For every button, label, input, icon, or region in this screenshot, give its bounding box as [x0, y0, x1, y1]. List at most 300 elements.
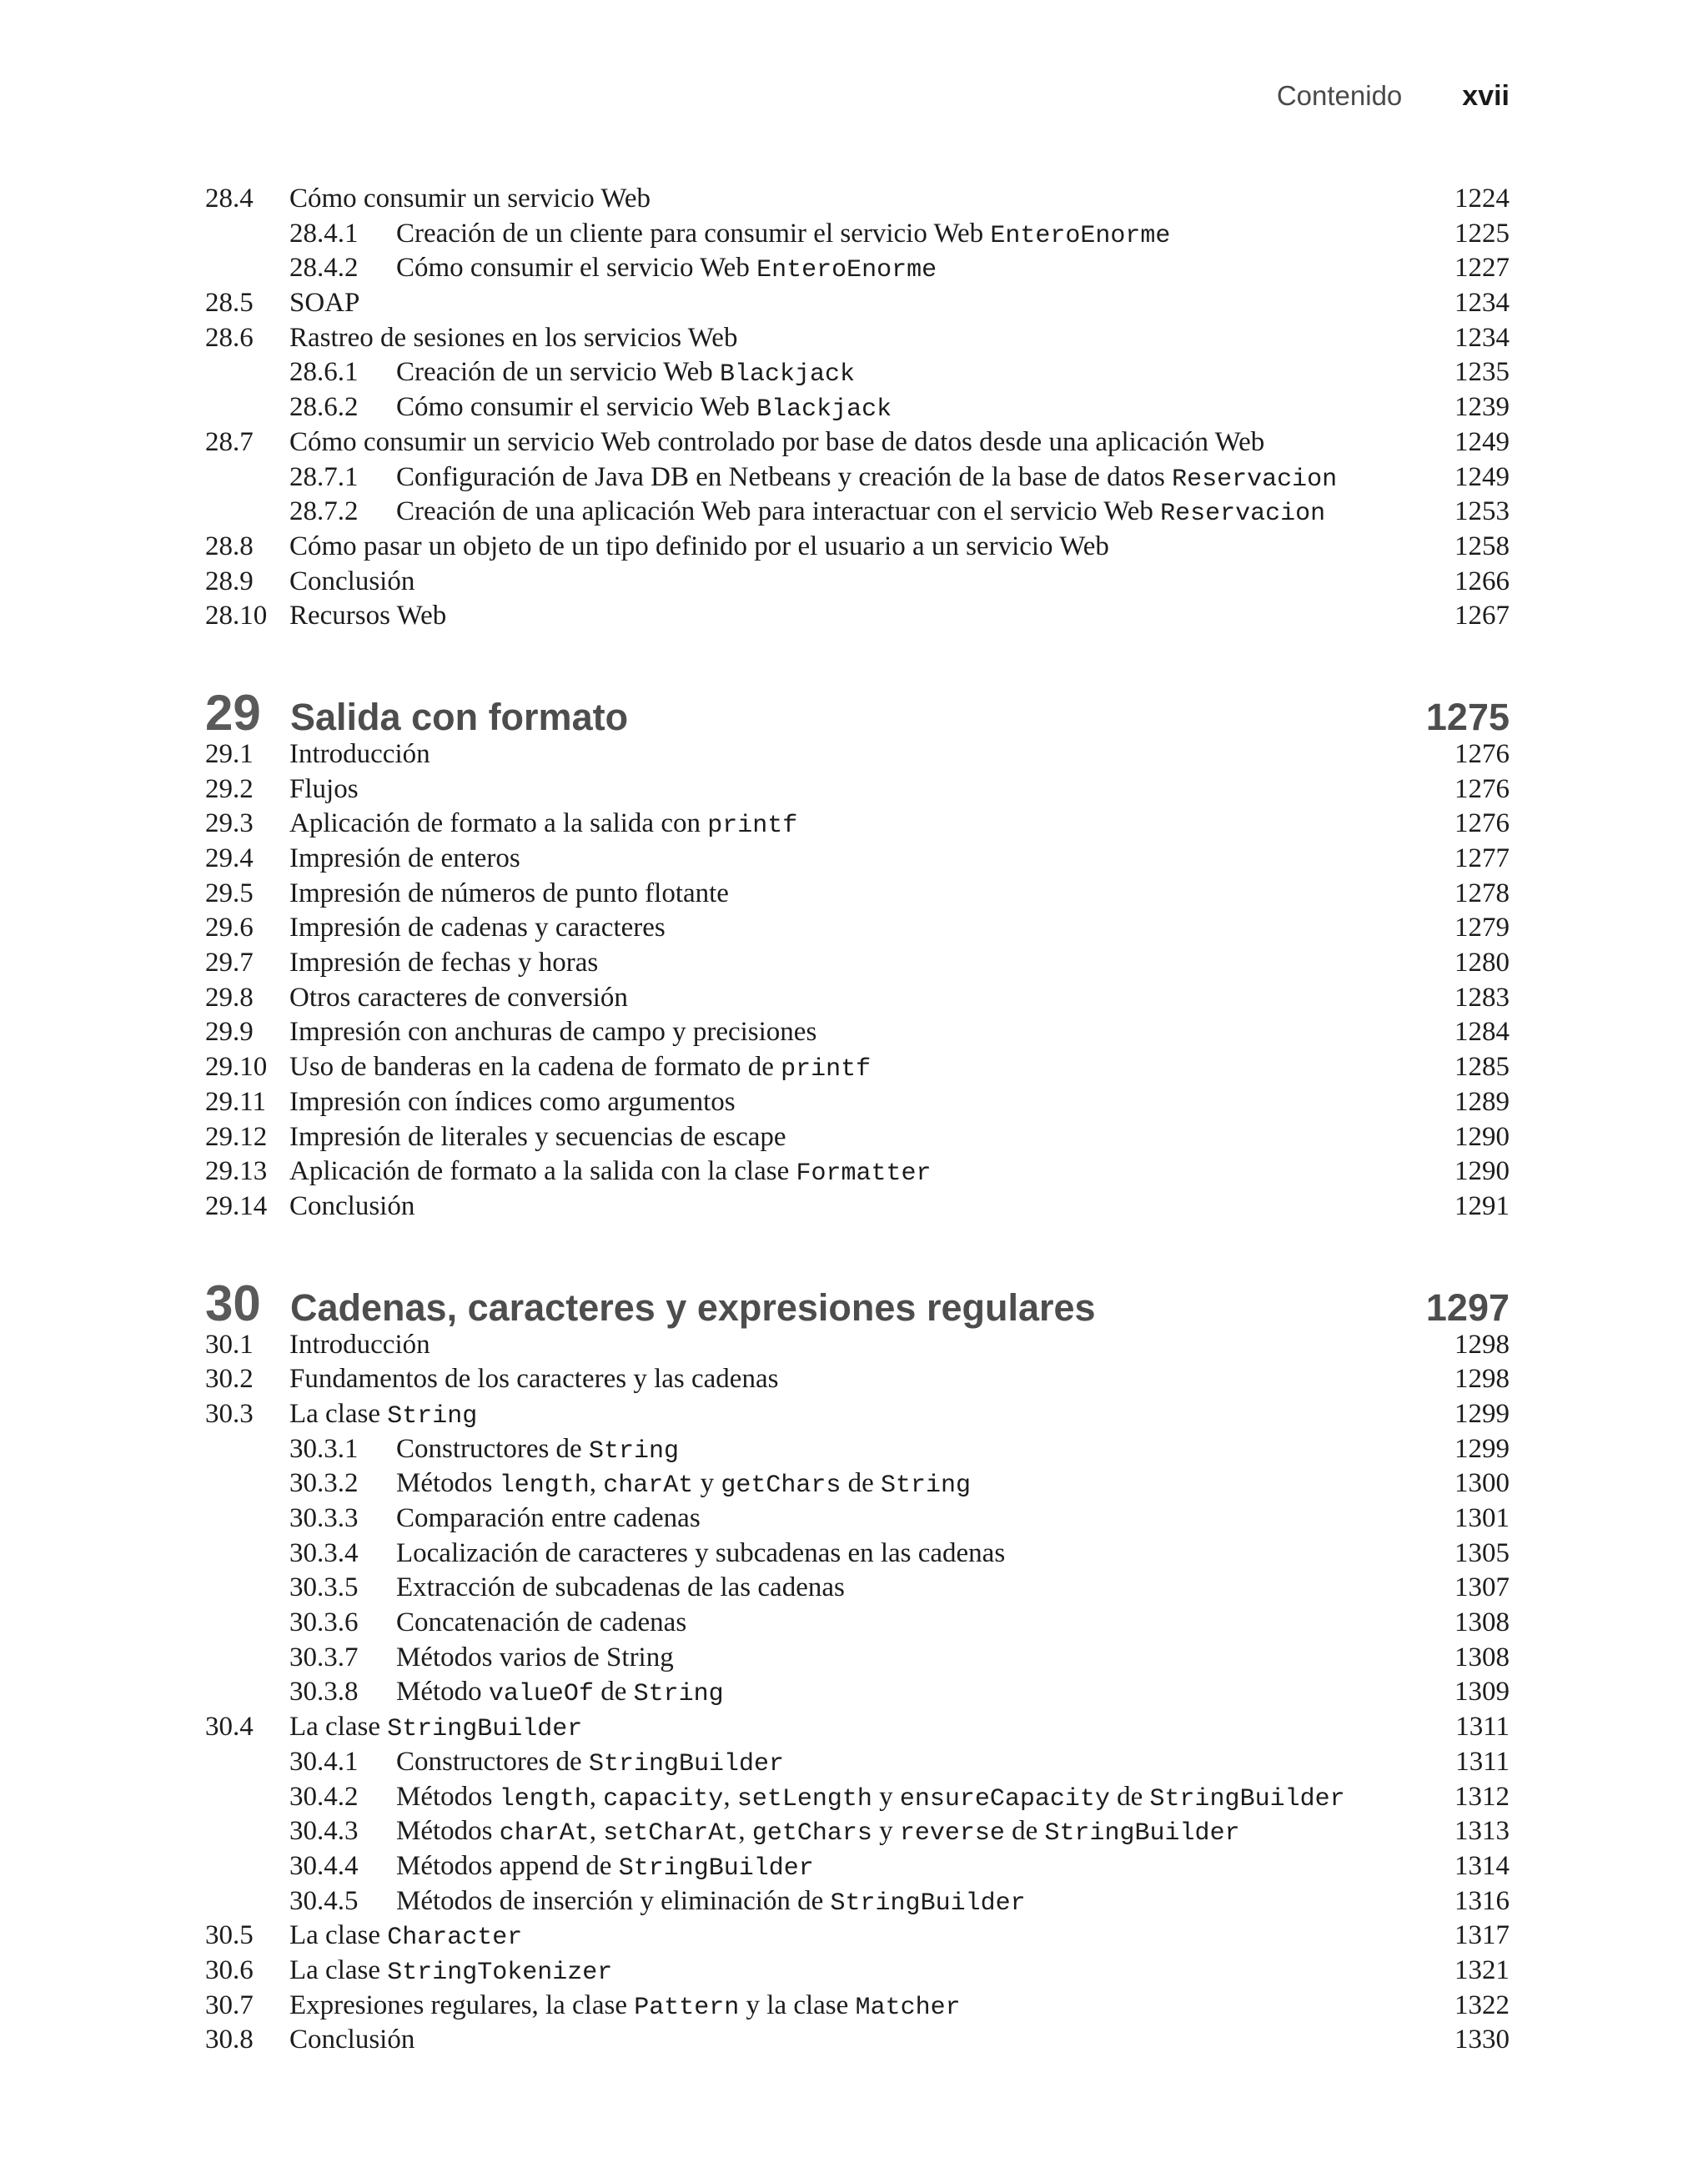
code-term: reverse [899, 1819, 1005, 1849]
toc-subentry[interactable] [205, 1607, 1510, 1642]
toc-entry[interactable] [205, 1087, 1510, 1122]
toc-subentry[interactable] [205, 219, 1510, 254]
entry-page-number: 1308 [1454, 1642, 1510, 1672]
entry-number: 29.12 [205, 1121, 268, 1152]
entry-page-number: 1291 [1454, 1190, 1510, 1221]
entry-page-number: 1249 [1454, 426, 1510, 457]
toc-entry[interactable] [205, 1399, 1510, 1434]
entry-text-part: Constructores de [396, 1433, 589, 1464]
entry-page-number: 1227 [1454, 253, 1510, 284]
entry-title [289, 878, 1454, 909]
entry-page-number: 1317 [1454, 1920, 1510, 1951]
entry-text-part: Cómo consumir el servicio Web [396, 253, 757, 284]
entry-text-part: y [872, 1816, 900, 1847]
entry-title [289, 1955, 1454, 1987]
chapter-heading[interactable] [205, 684, 1510, 739]
entry-text-part: Recursos Web [289, 601, 447, 631]
code-term: getChars [751, 1819, 872, 1849]
entry-page-number: 1278 [1454, 878, 1510, 908]
entry-number: 30.8 [205, 2025, 254, 2055]
entry-page-number: 1308 [1454, 1607, 1510, 1638]
entry-text-part: Cómo consumir un servicio Web controlado por base de datos desde una aplicación Web [289, 426, 1265, 457]
entry-page-number: 1309 [1454, 1677, 1510, 1708]
entry-text-part: SOAP [289, 288, 360, 319]
entry-page-number: 1235 [1454, 357, 1510, 388]
toc-subentry[interactable] [205, 1642, 1510, 1678]
entry-number: 29.1 [205, 738, 254, 769]
toc-subentry[interactable] [205, 1503, 1510, 1538]
entry-title [396, 1886, 1454, 1918]
code-term: String [633, 1680, 724, 1709]
entry-title [396, 357, 1454, 389]
entry-page-number: 1234 [1454, 322, 1510, 353]
entry-number: 30.7 [205, 1989, 254, 2020]
toc-entry[interactable] [205, 323, 1510, 358]
entry-text-part: Fundamentos de los caracteres y las cadenas [289, 1364, 779, 1395]
code-term: ensureCapacity [899, 1784, 1110, 1813]
entry-text-part: , [723, 1781, 737, 1812]
entry-number: 30.3.8 [289, 1677, 359, 1708]
entry-title [289, 184, 1454, 214]
entry-number: 30.1 [205, 1329, 254, 1360]
chapter-section [205, 1275, 1510, 2060]
entry-text-part: Uso de banderas en la cadena de formato de [289, 1052, 781, 1083]
entry-text-part: Métodos [396, 1816, 500, 1847]
toc-entry[interactable] [205, 1017, 1510, 1052]
entry-number: 29.5 [205, 878, 254, 908]
entry-title [396, 1468, 1454, 1500]
entry-text-part: La clase [289, 1954, 388, 1985]
entry-text-part: Conclusión [289, 1190, 415, 1221]
entry-text-part: Introducción [289, 738, 430, 769]
entry-page-number: 1314 [1454, 1850, 1510, 1881]
entry-text-part: Aplicación de formato a la salida con [289, 808, 708, 839]
entry-number: 29.8 [205, 982, 254, 1013]
toc-entry[interactable] [205, 1052, 1510, 1087]
entry-number: 29.9 [205, 1017, 254, 1048]
code-term: Blackjack [720, 360, 856, 390]
entry-page-number: 1253 [1454, 496, 1510, 527]
code-term: String [588, 1436, 679, 1466]
code-term: printf [781, 1055, 872, 1084]
entry-text-part: y [693, 1468, 721, 1499]
entry-page-number: 1330 [1454, 2025, 1510, 2055]
toc-entry[interactable] [205, 913, 1510, 948]
toc-entry[interactable] [205, 983, 1510, 1018]
entry-title [289, 1052, 1454, 1084]
entry-number: 30.4.3 [289, 1816, 359, 1847]
entry-text-part: Aplicación de formato a la salida con la clase [289, 1156, 796, 1187]
entry-number: 29.7 [205, 948, 254, 978]
entry-title [396, 1538, 1454, 1569]
entry-title [396, 219, 1454, 250]
code-term: getChars [721, 1471, 841, 1501]
entry-text-part: La clase [289, 1920, 388, 1951]
entry-number: 30.4.5 [289, 1885, 359, 1916]
entry-title [289, 843, 1454, 874]
toc-entry[interactable] [205, 184, 1510, 219]
entry-page-number: 1279 [1454, 913, 1510, 943]
chapter-page-number: 1275 [1425, 695, 1510, 738]
entry-text-part: Métodos [396, 1468, 500, 1499]
entry-text-part: Flujos [289, 773, 359, 804]
entry-number: 30.3.4 [289, 1537, 359, 1568]
toc-entry[interactable] [205, 878, 1510, 913]
toc-subentry[interactable] [205, 1468, 1510, 1503]
chapter-section [205, 684, 1510, 1226]
entry-text-part: Cómo consumir el servicio Web [396, 392, 757, 423]
entry-text-part: , [589, 1468, 604, 1499]
entry-page-number: 1225 [1454, 218, 1510, 249]
entry-page-number: 1300 [1454, 1468, 1510, 1499]
entry-title [289, 739, 1454, 770]
toc-subentry[interactable] [205, 1747, 1510, 1782]
entry-title [289, 983, 1454, 1014]
entry-text-part: de [593, 1677, 634, 1708]
entry-page-number: 1290 [1454, 1156, 1510, 1187]
entry-title [396, 1747, 1455, 1778]
entry-page-number: 1299 [1454, 1398, 1510, 1429]
entry-number: 29.3 [205, 808, 254, 839]
entry-text-part: de [1109, 1781, 1150, 1812]
code-term: capacity [603, 1784, 724, 1813]
entry-title [289, 1191, 1454, 1222]
entry-title [396, 1677, 1454, 1708]
entry-text-part: La clase [289, 1398, 388, 1429]
entry-title [289, 808, 1454, 840]
entry-text-part: Concatenación de cadenas [396, 1607, 687, 1638]
entry-number: 29.14 [205, 1190, 268, 1221]
entry-title [289, 323, 1454, 354]
entry-number: 28.6.1 [289, 357, 359, 388]
entry-page-number: 1258 [1454, 531, 1510, 561]
entry-title [396, 1782, 1454, 1813]
entry-title [396, 1572, 1454, 1603]
entry-page-number: 1280 [1454, 948, 1510, 978]
toc-entry[interactable] [205, 601, 1510, 636]
entry-text-part: Introducción [289, 1329, 430, 1360]
entry-number: 29.11 [205, 1086, 267, 1117]
code-term: charAt [603, 1471, 694, 1501]
toc-entry[interactable] [205, 1920, 1510, 1955]
entry-page-number: 1313 [1454, 1816, 1510, 1847]
entry-number: 29.10 [205, 1052, 268, 1083]
code-term: Reservacion [1160, 500, 1326, 529]
code-term: EnteroEnorme [990, 221, 1171, 250]
entry-page-number: 1298 [1454, 1364, 1510, 1395]
entry-text-part: Impresión de fechas y horas [289, 948, 599, 978]
entry-title [396, 496, 1454, 528]
chapter-number: 29 [205, 684, 261, 741]
entry-number: 28.4 [205, 184, 254, 214]
code-term: StringBuilder [830, 1889, 1026, 1918]
toc-entry[interactable] [205, 1122, 1510, 1157]
entry-page-number: 1312 [1454, 1781, 1510, 1812]
entry-text-part: Métodos varios de String [396, 1642, 674, 1672]
entry-page-number: 1299 [1454, 1433, 1510, 1464]
toc-entry[interactable] [205, 843, 1510, 878]
entry-title [396, 1851, 1454, 1883]
chapter-title: Cadenas, caracteres y expresiones regulares [290, 1285, 1096, 1329]
entry-text-part: Métodos append de [396, 1850, 619, 1881]
toc-subentry[interactable] [205, 1677, 1510, 1712]
entry-title [289, 1990, 1454, 2022]
code-term: Character [387, 1924, 523, 1953]
entry-number: 30.4.1 [289, 1746, 359, 1777]
toc-entry[interactable] [205, 774, 1510, 809]
toc-subentry[interactable] [205, 357, 1510, 392]
toc-subentry[interactable] [205, 1782, 1510, 1817]
code-term: String [387, 1401, 478, 1431]
entry-page-number: 1224 [1454, 184, 1510, 214]
chapter-number: 30 [205, 1275, 261, 1331]
chapter-heading[interactable] [205, 1275, 1510, 1330]
table-of-contents [205, 184, 1510, 2108]
entry-text-part: Creación de una aplicación Web para interactuar con el servicio Web [396, 496, 1161, 527]
toc-entry[interactable] [205, 1712, 1510, 1747]
toc-subentry[interactable] [205, 1886, 1510, 1921]
entry-title [289, 1364, 1454, 1395]
code-term: setCharAt [603, 1819, 739, 1849]
entry-text-part: Creación de un servicio Web [396, 357, 721, 388]
entry-text-part: Impresión de enteros [289, 843, 520, 873]
entry-title [289, 1330, 1454, 1361]
toc-entry[interactable] [205, 1156, 1510, 1191]
entry-title [289, 288, 1454, 319]
entry-number: 29.6 [205, 913, 254, 943]
entry-text-part: , [738, 1816, 752, 1847]
entry-page-number: 1283 [1454, 982, 1510, 1013]
entry-number: 30.3.3 [289, 1503, 359, 1533]
entry-title [396, 253, 1454, 284]
toc-entry[interactable] [205, 531, 1510, 566]
entry-number: 28.6.2 [289, 392, 359, 423]
toc-entry[interactable] [205, 1330, 1510, 1365]
entry-title [396, 1434, 1454, 1466]
entry-text-part: Impresión con índices como argumentos [289, 1086, 736, 1117]
entry-number: 30.4.2 [289, 1781, 359, 1812]
entry-title [289, 1920, 1454, 1952]
code-term: length [499, 1471, 590, 1501]
entry-title [396, 462, 1454, 494]
entry-number: 28.4.1 [289, 218, 359, 249]
toc-entry[interactable] [205, 1990, 1510, 2025]
toc-subentry[interactable] [205, 1538, 1510, 1573]
toc-entry[interactable] [205, 566, 1510, 601]
entry-text-part: , [589, 1816, 604, 1847]
toc-subentry[interactable] [205, 392, 1510, 427]
code-term: printf [707, 812, 798, 841]
entry-page-number: 1285 [1454, 1052, 1510, 1083]
entry-text-part: Impresión de literales y secuencias de escape [289, 1121, 786, 1152]
entry-title [289, 1156, 1454, 1188]
code-term: StringBuilder [387, 1715, 583, 1744]
entry-page-number: 1311 [1455, 1712, 1510, 1743]
entry-page-number: 1249 [1454, 461, 1510, 492]
running-head-page-number: xvii [1462, 80, 1510, 112]
entry-number: 30.6 [205, 1954, 254, 1985]
entry-number: 28.7.2 [289, 496, 359, 527]
entry-number: 28.7 [205, 426, 254, 457]
entry-text-part: y la clase [739, 1989, 856, 2020]
entry-page-number: 1284 [1454, 1017, 1510, 1048]
entry-title [289, 601, 1454, 631]
running-head [1277, 80, 1510, 113]
toc-entry[interactable] [205, 2025, 1510, 2060]
toc-entry[interactable] [205, 948, 1510, 983]
entry-text-part: Creación de un cliente para consumir el servicio Web [396, 218, 991, 249]
entry-page-number: 1277 [1454, 843, 1510, 873]
entry-number: 28.9 [205, 566, 254, 596]
entry-page-number: 1298 [1454, 1329, 1510, 1360]
entry-number: 28.10 [205, 601, 268, 631]
entry-page-number: 1276 [1454, 773, 1510, 804]
code-term: StringBuilder [618, 1854, 814, 1883]
entry-title [289, 1399, 1454, 1431]
entry-title [289, 531, 1454, 562]
entry-number: 29.13 [205, 1156, 268, 1187]
entry-number: 29.4 [205, 843, 254, 873]
entry-title [289, 427, 1454, 458]
entry-title [289, 774, 1454, 805]
code-term: StringBuilder [1044, 1819, 1240, 1849]
code-term: valueOf [488, 1680, 594, 1709]
entry-text-part: de [841, 1468, 881, 1499]
entry-number: 30.5 [205, 1920, 254, 1951]
entry-page-number: 1289 [1454, 1086, 1510, 1117]
entry-text-part: Localización de caracteres y subcadenas en las cadenas [396, 1537, 1006, 1568]
entry-title [289, 1017, 1454, 1048]
toc-entry[interactable] [205, 808, 1510, 843]
code-term: EnteroEnorme [756, 256, 937, 285]
entry-page-number: 1239 [1454, 392, 1510, 423]
code-term: StringBuilder [588, 1749, 784, 1778]
entry-text-part: Otros caracteres de conversión [289, 982, 628, 1013]
entry-text-part: Métodos de inserción y eliminación de [396, 1885, 831, 1916]
entry-title [289, 566, 1454, 597]
toc-subentry[interactable] [205, 1851, 1510, 1886]
entry-number: 28.5 [205, 288, 254, 319]
toc-entry[interactable] [205, 1955, 1510, 1990]
entry-number: 30.4 [205, 1712, 254, 1743]
code-term: StringBuilder [1149, 1784, 1345, 1813]
entry-title [396, 1503, 1454, 1534]
toc-subentry[interactable] [205, 253, 1510, 288]
entry-text-part: Cómo consumir un servicio Web [289, 184, 651, 214]
entry-title [396, 392, 1454, 424]
entry-title [396, 1642, 1454, 1673]
entry-page-number: 1321 [1454, 1954, 1510, 1985]
code-term: length [499, 1784, 590, 1813]
code-term: Pattern [634, 1993, 740, 2022]
entry-title [289, 1122, 1454, 1153]
entry-page-number: 1276 [1454, 808, 1510, 839]
code-term: Formatter [796, 1159, 932, 1189]
entry-title [396, 1607, 1454, 1638]
chapter-title: Salida con formato [290, 695, 629, 738]
entry-number: 30.3.7 [289, 1642, 359, 1672]
entry-text-part: Impresión con anchuras de campo y precisiones [289, 1017, 817, 1048]
toc-entry[interactable] [205, 1191, 1510, 1226]
entry-text-part: La clase [289, 1712, 388, 1743]
entry-number: 28.6 [205, 322, 254, 353]
entry-text-part: , [589, 1781, 604, 1812]
toc-entry[interactable] [205, 288, 1510, 323]
entry-text-part: de [1004, 1816, 1045, 1847]
entry-number: 30.2 [205, 1364, 254, 1395]
entry-text-part: Método [396, 1677, 489, 1708]
entry-text-part: Configuración de Java DB en Netbeans y creación de la base de datos [396, 461, 1173, 492]
entry-text-part: Conclusión [289, 566, 415, 596]
entry-number: 30.4.4 [289, 1850, 359, 1881]
entry-page-number: 1266 [1454, 566, 1510, 596]
toc-entry[interactable] [205, 427, 1510, 462]
entry-page-number: 1290 [1454, 1121, 1510, 1152]
entry-page-number: 1322 [1454, 1989, 1510, 2020]
entry-text-part: Cómo pasar un objeto de un tipo definido por el usuario a un servicio Web [289, 531, 1109, 561]
entry-text-part: Conclusión [289, 2025, 415, 2055]
entry-number: 30.3.2 [289, 1468, 359, 1499]
code-term: Matcher [855, 1993, 961, 2022]
entry-text-part: y [872, 1781, 900, 1812]
entry-page-number: 1307 [1454, 1572, 1510, 1603]
code-term: setLength [736, 1784, 872, 1813]
entry-text-part: Constructores de [396, 1746, 589, 1777]
code-term: StringTokenizer [387, 1958, 613, 1987]
chapter-section [205, 184, 1510, 636]
entry-page-number: 1316 [1454, 1885, 1510, 1916]
entry-title [289, 1712, 1455, 1743]
toc-subentry[interactable] [205, 496, 1510, 531]
entry-title [396, 1816, 1454, 1848]
entry-text-part: Impresión de números de punto flotante [289, 878, 729, 908]
running-head-section: Contenido [1276, 80, 1403, 111]
entry-title [289, 913, 1454, 943]
code-term: Reservacion [1172, 465, 1338, 494]
code-term: Blackjack [756, 395, 892, 425]
entry-number: 28.7.1 [289, 461, 359, 492]
entry-number: 28.4.2 [289, 253, 359, 284]
toc-subentry[interactable] [205, 1572, 1510, 1607]
toc-entry[interactable] [205, 1364, 1510, 1399]
entry-number: 29.2 [205, 773, 254, 804]
entry-number: 30.3.5 [289, 1572, 359, 1603]
entry-number: 28.8 [205, 531, 254, 561]
entry-title [289, 948, 1454, 978]
entry-title [289, 1087, 1454, 1118]
entry-text-part: Comparación entre cadenas [396, 1503, 701, 1533]
chapter-page-number: 1297 [1425, 1285, 1510, 1329]
entry-text-part: Extracción de subcadenas de las cadenas [396, 1572, 845, 1603]
entry-number: 30.3.1 [289, 1433, 359, 1464]
toc-subentry[interactable] [205, 1816, 1510, 1851]
toc-subentry[interactable] [205, 462, 1510, 497]
entry-page-number: 1301 [1454, 1503, 1510, 1533]
code-term: String [881, 1471, 972, 1501]
entry-page-number: 1305 [1454, 1537, 1510, 1568]
entry-page-number: 1311 [1455, 1746, 1510, 1777]
entry-text-part: Expresiones regulares, la clase [289, 1989, 635, 2020]
toc-entry[interactable] [205, 739, 1510, 774]
entry-page-number: 1234 [1454, 288, 1510, 319]
entry-page-number: 1276 [1454, 738, 1510, 769]
entry-page-number: 1267 [1454, 601, 1510, 631]
entry-number: 30.3 [205, 1398, 254, 1429]
entry-text-part: Rastreo de sesiones en los servicios Web [289, 322, 738, 353]
entry-title [289, 2025, 1454, 2055]
toc-subentry[interactable] [205, 1434, 1510, 1469]
entry-text-part: Métodos [396, 1781, 500, 1812]
